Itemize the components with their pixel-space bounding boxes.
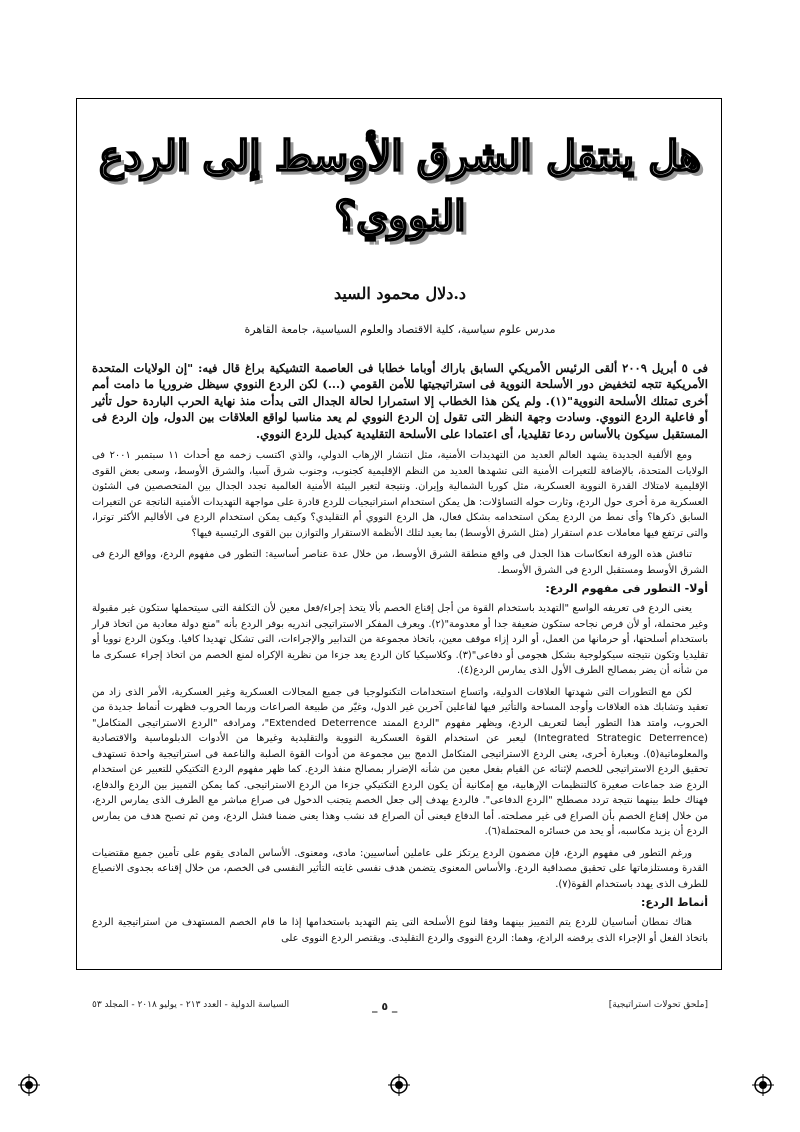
paragraph-2: تناقش هذه الورقة انعكاسات هذا الجدل فى واقع منطقة الشرق الأوسط، من خلال عدة عناصر أساسية: التطور فى مفهوم الردع، وواقع الردع فى الشرق الأوسط ومستقبل الردع فى الشرق الأوسط. xyxy=(92,549,708,576)
section-heading-2: أنماط الردع: xyxy=(641,896,708,910)
author-affiliation: مدرس علوم سياسية، كلية الاقتصاد والعلوم السياسية، جامعة القاهرة xyxy=(244,323,556,336)
paragraph-1: ومع الألفية الجديدة يشهد العالم العديد من التهديدات الأمنية، مثل انتشار الإرهاب الدولي، والذي اكتسب زخمه مع أحداث ١١ سبتمبر ٢٠٠١ فى الولايات المتحدة، بالإضافة للتغيرات الأمنية التى تشهدها العديد من النظم الإقليمية كجنوب، وجنوب شرق آسيا، والشرق الأوسط، وسعى بعض القوى الإقليمية لامتلاك القدرة النووية العسكرية، مثل كوريا الشمالية وإيران. ونتيجة لتغير البيئة الأمنية العالمية تجدد الجدال بين المتخصصين فى الشئون العسكرية مرة أخرى حول الردع، وثارت حوله التساؤلات: هل يمكن استخدام استراتيجيات للردع قادرة على مواجهة التهديدات الأمنية الناتجة عن التغيرات السابق ذكرها؟ وأى نمط من الردع يمكن استخدامه بشكل فعال، هل الردع النووي أم التقليدي؟ وكيف يمكن استخدام الردع فى الأقاليم الأكثر توترا، والتى ترتفع فيها معاملات عدم استقرار (مثل الشرق الأوسط) بما يعيد لتلك الأنظمة الاستقرار والتوازن بين القوى الرئيسية فيها؟ xyxy=(92,450,708,539)
registration-mark-icon xyxy=(752,1074,774,1096)
registration-mark-icon xyxy=(388,1074,410,1096)
page-footer xyxy=(92,1000,708,1016)
article xyxy=(92,112,708,946)
section-heading-1: أولا- التطور فى مفهوم الردع: xyxy=(545,582,708,596)
registration-mark-icon xyxy=(18,1074,40,1096)
footer-journal: السياسة الدولية - العدد ٢١٣ - يوليو ٢٠١٨ - المجلد ٥٣ xyxy=(92,1000,290,1010)
paragraph-5: ورغم التطور فى مفهوم الردع، فإن مضمون الردع يرتكز على عاملين أساسيين: مادى، ومعنوى. الأساس المادى يقوم على تأمين جميع مقتضيات القدرة ومستلزماتها على تحقيق مصداقية الردع. والأساس المعنوى يتضمن هدف نفسى غايته التأثير النفسى فى الخصم، من خلال إقناعه بجدوى الانصياع للطرف الذى يهدد باستخدام القوة(٧). xyxy=(92,847,708,890)
article-author: د.دلال محمود السيد xyxy=(333,284,467,303)
paragraph-3: يعنى الردع فى تعريفه الواسع "التهديد باستخدام القوة من أجل إقناع الخصم بألا يتخذ إجراء/فعل معين لأن التكلفة التى سيتحملها ستكون غير مقبولة وغير محتملة، أو لأن فرص نجاحه ستكون ضعيفة جدا أو معدومة"(٢). ويعرف المفكر الاستراتيجى اندريه بوفر الردع بأنه "منع دولة معادية من اتخاذ قرار باستخدام أسلحتها، أو حرمانها من العمل، أو الرد إزاء موقف معين، باتخاذ مجموعة من التدابير والإجراءات، التى تشكل تهديدا كافيا. ويكون الردع نوويا أو تقليديا وتكون نتيجته سيكولوجية بشكل هجومى أو دفاعى"(٣). وكلاسيكيا كان الردع يعد جزءا من نظرية الإكراه لمنع الخصم من اتخاذ إجراء عسكرى ما من شأنه أن يضر بمصالح الطرف الأول الذى يمارس الردع(٤). xyxy=(92,603,708,677)
article-title: هل ينتقل الشرق الأوسط إلى الردع النووي؟ xyxy=(98,132,701,240)
paragraph-6: هناك نمطان أساسيان للردع يتم التمييز بينهما وفقا لنوع الأسلحة التى يتم التهديد باستخدامها إذا ما قام الخصم المستهدف من استراتيجية الردع باتخاذ الفعل أو الإجراء الذى يرفضه الرادع، وهما: الردع النووى والردع التقليدى. ويقتصر الردع النووى على xyxy=(92,917,708,944)
footer-supplement: [ملحق تحولات استراتيجية] xyxy=(608,1000,708,1010)
paragraph-4: لكن مع التطورات التى شهدتها العلاقات الدولية، واتساع استخدامات التكنولوجيا فى جميع المجالات العسكرية وغير العسكرية، الأمر الذى زاد من تعقيد وتشابك هذه العلاقات وأوجد المساحة والتأثير فيها لفاعلين آخرين غير الدول، وغيّر من طبيعة الصراعات وربما الحروب فظهرت أنماط جديدة من الحروب، وامتد هذا التطور أيضا لتعريف الردع، ويظهر مفهوم "الردع الممتد Extended Deterrence"، ومرادفه "الردع الاستراتيجى المتكامل" (Integrated Strategic Deterrence) ليعبر عن استخدام القوة العسكرية النووية والتقليدية وغيرها من الأدوات الدبلوماسية والاقتصادية والمعلوماتية(٥). وبعبارة أخرى، يعنى الردع الاستراتيجى المتكامل الدمج بين مجموعة من أدوات القوة الصلبة والناعمة فى استراتيجية واحدة تستهدف تحقيق الردع الاستراتيجى للخصم لإثنائه عن القيام بفعل معين من شأنه الإضرار بمصالح منفذ الردع. كما ظهر مفهوم الردع التكتيكي للتعبير عن استخدام الردع ضد جماعات صغيرة كالتنظيمات الإرهابية، مع إمكانية أن يكون الردع التكتيكي جزءا من الردع الاستراتيجى. كما يمكن التمييز بين الردع والدفاع، فهناك خلط بينهما نتيجة تردد مصطلح "الردع الدفاعى". فالردع يهدف إلى جعل الخصم يتجنب الدخول فى صراع مباشر مع الطرف الذى يمارس الردع، من خلال إقناع الخصم بأن الصراع فى غير مصلحته. أما الدفاع فيعنى أن الصراع قد نشب وهذا يعنى ضمنا فشل الردع، ومن ثم تصبح هدف من يمارس الردع أن يزيد مكاسبه، أو يحد من خسائره المحتملة(٦). xyxy=(92,686,708,838)
article-abstract: فى ٥ أبريل ٢٠٠٩ ألقى الرئيس الأمريكي السابق باراك أوباما خطابا فى العاصمة التشيكية براغ قال فيه: "إن الولايات المتحدة الأمريكية تتجه لتخفيض دور الأسلحة النووية فى استراتيجيتها للأمن القومي (...) لكن الردع النووي سيظل ضروريا ما دامت أمم أخرى تمتلك الأسلحة النووية"(١). ولم يكن هذا الخطاب إلا استمرارا لحالة الجدال التى بدأت منذ نهاية الحرب الباردة حول تأثير أو فاعلية الردع النووي. وسادت وجهة النظر التى تقول إن الردع النووي لم يعد مناسبا لواقع العلاقات بين الدول، وإن الردع فى المستقبل سيكون بالأساس ردعا تقليديا، أى اعتمادا على الأسلحة التقليدية كبديل للردع النووي. xyxy=(92,361,708,441)
footer-page-number: _ ٥ _ xyxy=(372,1000,398,1013)
